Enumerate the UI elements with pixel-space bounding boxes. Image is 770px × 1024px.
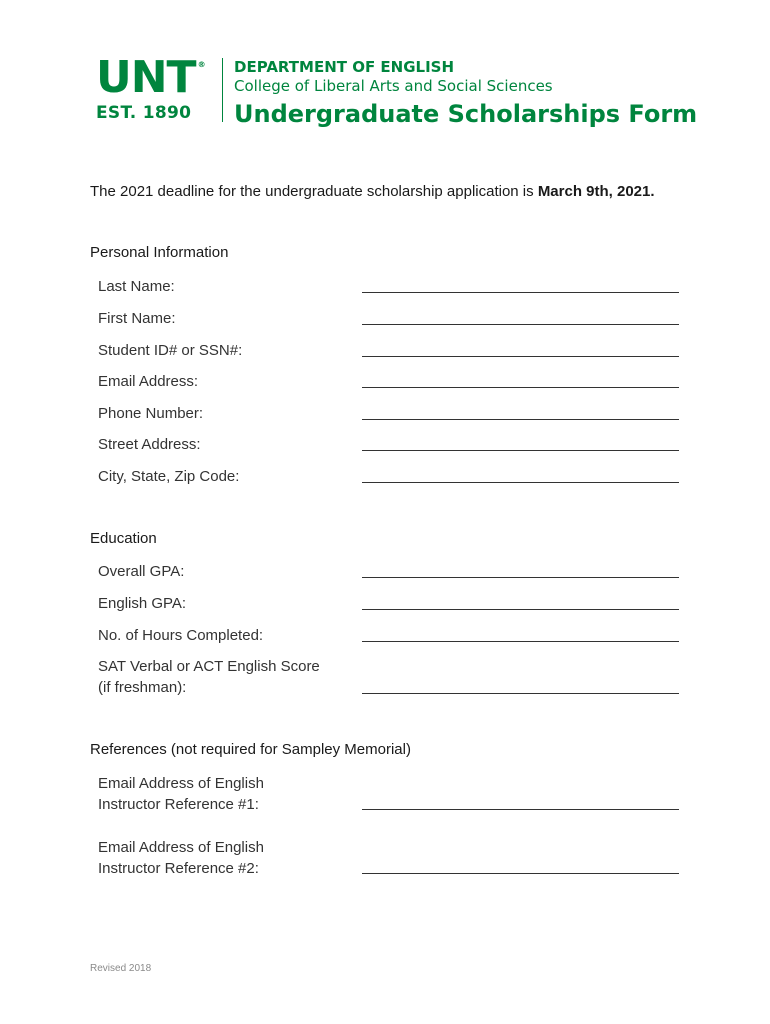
ref1-label-line1: Email Address of English (98, 775, 264, 792)
form-title: Undergraduate Scholarships Form (234, 100, 698, 128)
section-education: Education (90, 530, 157, 547)
reference-1-email-field[interactable] (362, 809, 679, 810)
label-street-address: Street Address: (98, 436, 201, 453)
hours-completed-field[interactable] (362, 641, 679, 642)
label-reference-2 (98, 837, 264, 879)
label-english-gpa: English GPA: (98, 595, 187, 612)
label-sat-act-score (98, 656, 320, 698)
student-id-field[interactable] (362, 356, 679, 357)
label-overall-gpa: Overall GPA: (98, 563, 185, 580)
first-name-field[interactable] (362, 324, 679, 325)
ref2-label-line2: Instructor Reference #2: (98, 860, 259, 877)
revision-note: Revised 2018 (90, 963, 152, 974)
department-name: DEPARTMENT OF ENGLISH (234, 58, 455, 76)
college-name: College of Liberal Arts and Social Sciences (234, 77, 553, 95)
section-personal-info: Personal Information (90, 244, 229, 261)
overall-gpa-field[interactable] (362, 577, 679, 578)
logo-established: EST. 1890 (96, 103, 192, 123)
phone-field[interactable] (362, 419, 679, 420)
reference-2-email-field[interactable] (362, 873, 679, 874)
label-first-name: First Name: (98, 310, 176, 327)
unt-logo (96, 52, 211, 123)
deadline-text: The 2021 deadline for the undergraduate scholarship application is (90, 183, 538, 200)
deadline-date: March 9th, 2021. (537, 183, 655, 200)
label-city-state-zip: City, State, Zip Code: (98, 468, 240, 485)
label-email: Email Address: (98, 373, 199, 390)
label-student-id: Student ID# or SSN#: (98, 342, 243, 359)
references-note: (not required for Sampley Memorial) (166, 741, 411, 758)
label-phone: Phone Number: (98, 405, 204, 422)
ref1-label-line2: Instructor Reference #1: (98, 796, 259, 813)
registered-mark: ® (197, 60, 205, 69)
last-name-field[interactable] (362, 292, 679, 293)
label-hours-completed: No. of Hours Completed: (98, 627, 264, 644)
section-references (90, 741, 411, 758)
label-last-name: Last Name: (98, 278, 175, 295)
label-reference-1 (98, 773, 264, 815)
header-text (234, 58, 697, 131)
sat-act-score-field[interactable] (362, 693, 679, 694)
email-field[interactable] (362, 387, 679, 388)
logo-wordmark: UNT (96, 52, 196, 103)
english-gpa-field[interactable] (362, 609, 679, 610)
deadline-notice (90, 183, 655, 200)
references-title: References (90, 741, 167, 758)
sat-label-line2: (if freshman): (98, 679, 187, 696)
street-address-field[interactable] (362, 450, 679, 451)
sat-label-line1: SAT Verbal or ACT English Score (98, 658, 320, 675)
header-divider (222, 58, 223, 122)
city-state-zip-field[interactable] (362, 482, 679, 483)
ref2-label-line1: Email Address of English (98, 839, 264, 856)
